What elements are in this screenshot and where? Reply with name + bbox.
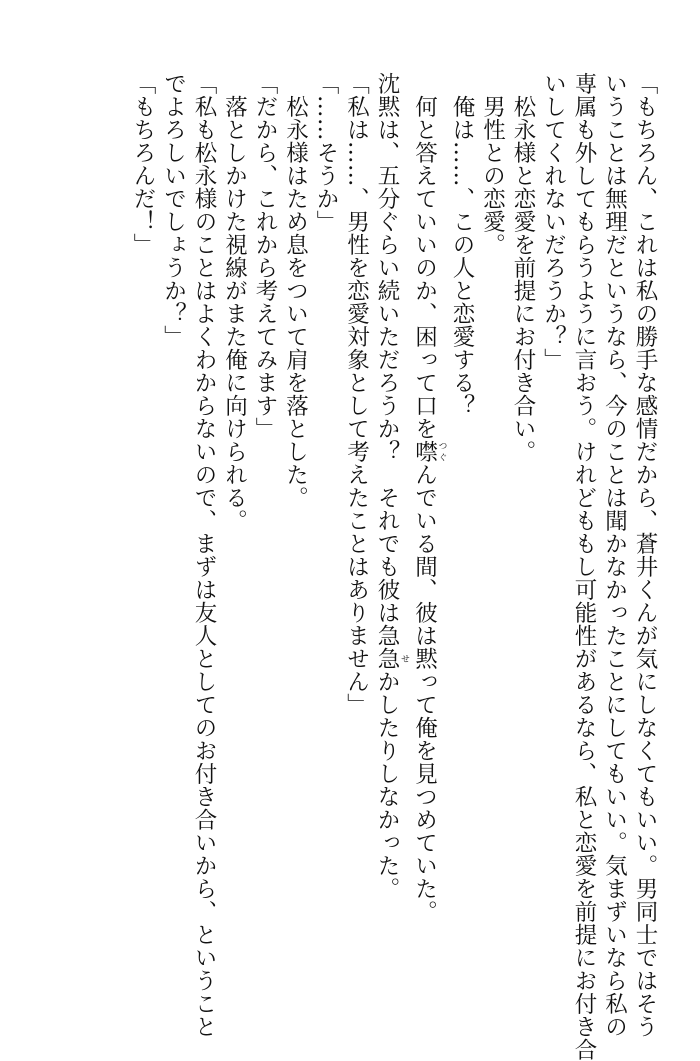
text-line: 俺は……、この人と恋愛する？ (449, 72, 475, 417)
text-line: 松永様と恋愛を前提にお付き合い。 (510, 72, 536, 463)
text-line: でよろしいでしょうか？」 (160, 72, 187, 348)
ruby-reading: せ (399, 647, 409, 670)
text-line: 専属も外してもらうように言おう。けれどももし可能性があるなら、私と恋愛を前提にお付き合 (571, 72, 597, 1061)
text-line: 「私も松永様のことはよくわからないので、まずは友人としてのお付き合いから、ということ (191, 72, 217, 1038)
text-line: いうことは無理だというなら、今のことは聞かなかったことにしてもいい。気まずいなら私の (601, 72, 628, 1038)
text-line: 松永様はため息をついて肩を落とした。 (282, 72, 309, 509)
text-line: 「もちろんだ！」 (130, 72, 156, 256)
text-line: 「もちろん、これは私の勝手な感情だから、蒼井くんが気にしなくてもいい。男同士ではそう (632, 72, 658, 1038)
vertical-text-body (20, 72, 660, 1061)
ruby-base: 噤 (411, 440, 438, 463)
text-line: 「だから、これから考えてみます」 (252, 72, 278, 440)
ruby-annotation (411, 440, 447, 463)
ruby-reading: つぐ (436, 440, 447, 463)
text-line: 落としかけた視線がまた俺に向けられる。 (221, 72, 248, 532)
text-line: 男性との恋愛。 (479, 72, 506, 256)
text-line: 「……そうか」 (313, 72, 339, 233)
text-segment: かしたりしなかった。 (374, 670, 400, 900)
text-line: 「私は……、男性を恋愛対象として考えたことはありません」 (343, 72, 370, 716)
ruby-base: 急 (374, 647, 400, 670)
text-line-with-ruby (409, 72, 447, 972)
text-segment: 沈黙は、五分ぐらい続いただろうか？ それでも彼は急 (374, 72, 400, 647)
text-line: いしてくれないだろうか？」 (540, 72, 567, 371)
text-segment: んでいる間、彼は黙って俺を見つめていた。 (411, 463, 438, 923)
text-segment: 何と答えていいのか、困って口を (411, 72, 438, 440)
text-line-with-ruby (372, 72, 410, 972)
ruby-annotation (374, 647, 409, 670)
